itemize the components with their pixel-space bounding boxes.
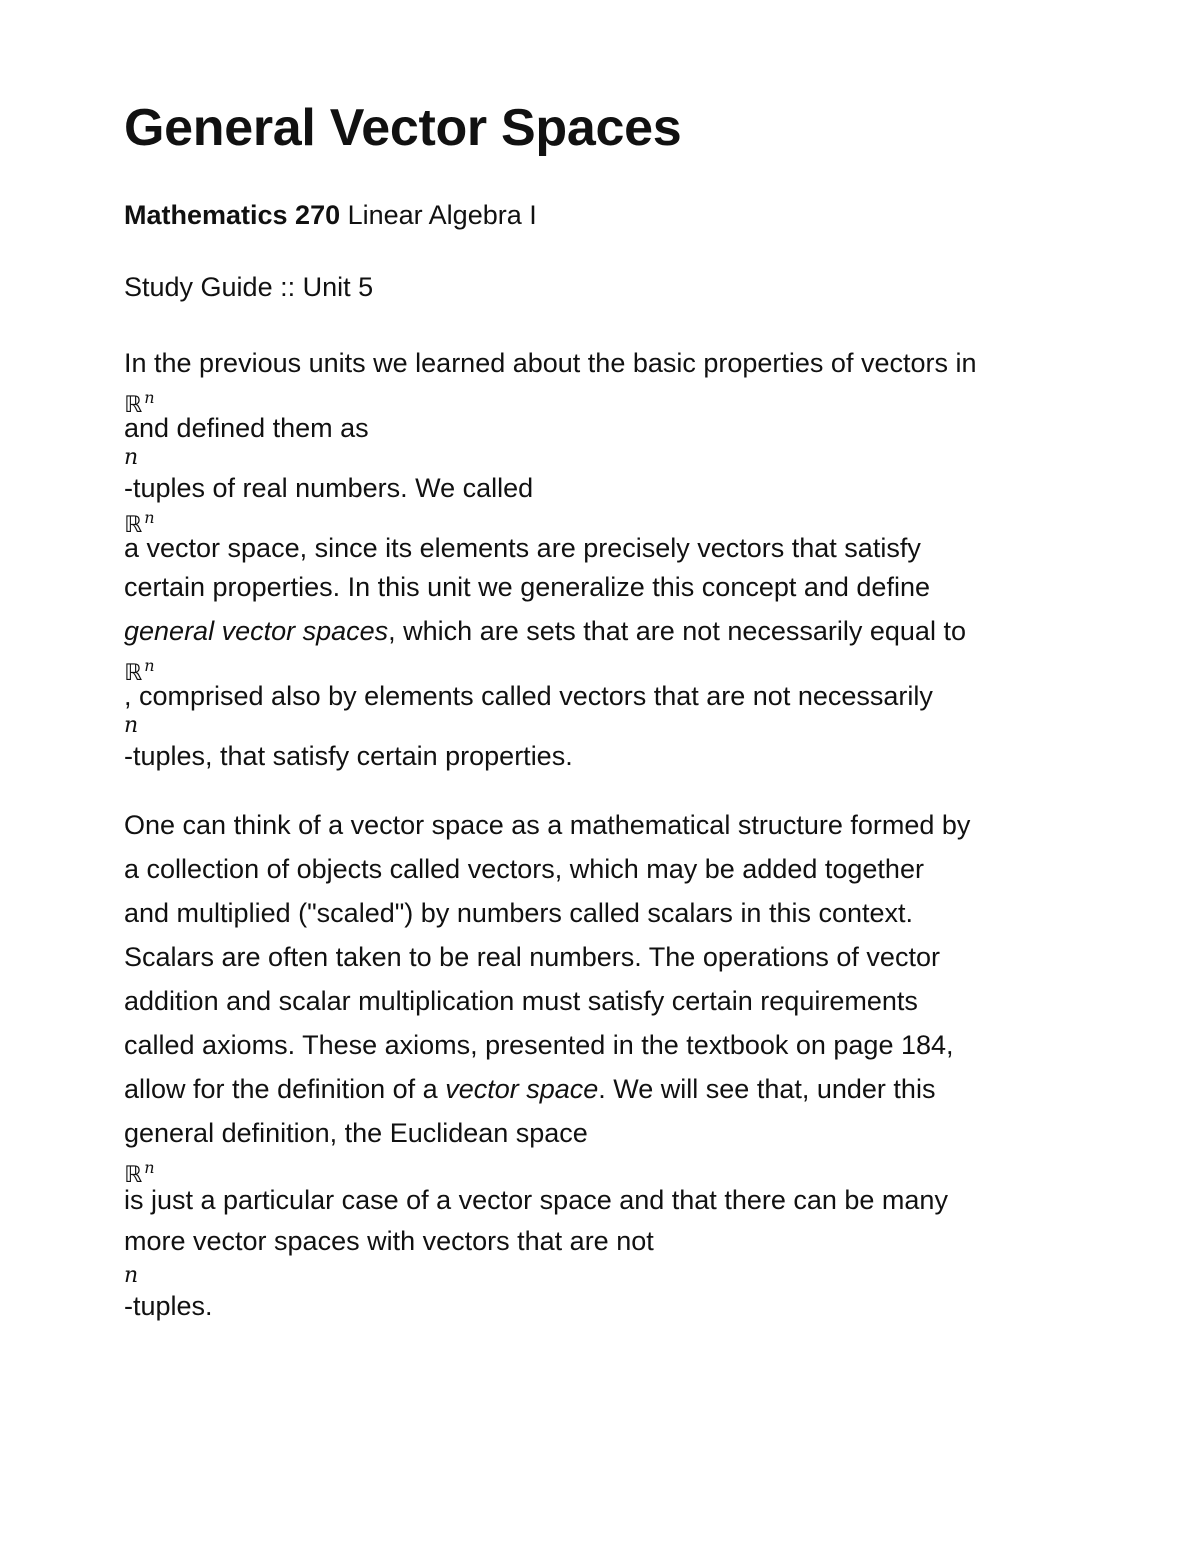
- math-formula: ℝ $^n$: [124, 656, 155, 686]
- text-line: and defined them as: [124, 413, 369, 443]
- course-code: Mathematics 270: [124, 200, 341, 230]
- page-title: General Vector Spaces: [124, 99, 682, 157]
- vector-space-paragraph: [124, 803, 1084, 1323]
- unit-label: Study Guide :: Unit 5: [124, 272, 374, 302]
- intro-paragraph: [124, 341, 1084, 773]
- text-line: -tuples.: [124, 1291, 213, 1321]
- study-guide-page: [124, 98, 1084, 1323]
- math-formula: n: [124, 713, 139, 738]
- text-line: general definition, the Euclidean space: [124, 1118, 588, 1148]
- text-line: is just a particular case of a vector space and that there can be many: [124, 1185, 948, 1215]
- text-line: a collection of objects called vectors, which may be added together: [124, 854, 924, 884]
- course-subtitle: [124, 198, 1084, 232]
- text-line: -tuples, that satisfy certain properties.: [124, 741, 573, 771]
- text-line: general vector spaces, which are sets that are not necessarily equal to: [124, 616, 966, 646]
- emphasis-text: general vector spaces: [124, 616, 389, 646]
- text-line: called axioms. These axioms, presented in the textbook on page 184,: [124, 1030, 954, 1060]
- course-name: Linear Algebra I: [340, 200, 537, 230]
- text-line: addition and scalar multiplication must satisfy certain requirements: [124, 986, 918, 1016]
- math-formula: ℝ $^n$: [124, 1158, 155, 1188]
- math-formula: n: [124, 445, 139, 470]
- math-formula: ℝ $^n$: [124, 508, 155, 538]
- text-line: certain properties. In this unit we generalize this concept and define: [124, 572, 930, 602]
- math-formula: n: [124, 1263, 139, 1288]
- text-line: allow for the definition of a vector space. We will see that, under this: [124, 1074, 936, 1104]
- text-line: a vector space, since its elements are precisely vectors that satisfy: [124, 533, 921, 563]
- text-line: , comprised also by elements called vectors that are not necessarily: [124, 681, 933, 711]
- text-line: One can think of a vector space as a mathematical structure formed by: [124, 810, 971, 840]
- text-line: more vector spaces with vectors that are not: [124, 1226, 654, 1256]
- math-formula: ℝ $^n$: [124, 388, 155, 418]
- text-line: Scalars are often taken to be real numbers. The operations of vector: [124, 942, 940, 972]
- emphasis-text: vector space: [445, 1074, 599, 1104]
- text-line: and multiplied ("scaled") by numbers called scalars in this context.: [124, 898, 914, 928]
- text-line: In the previous units we learned about the basic properties of vectors in: [124, 348, 977, 378]
- text-line: -tuples of real numbers. We called: [124, 473, 534, 503]
